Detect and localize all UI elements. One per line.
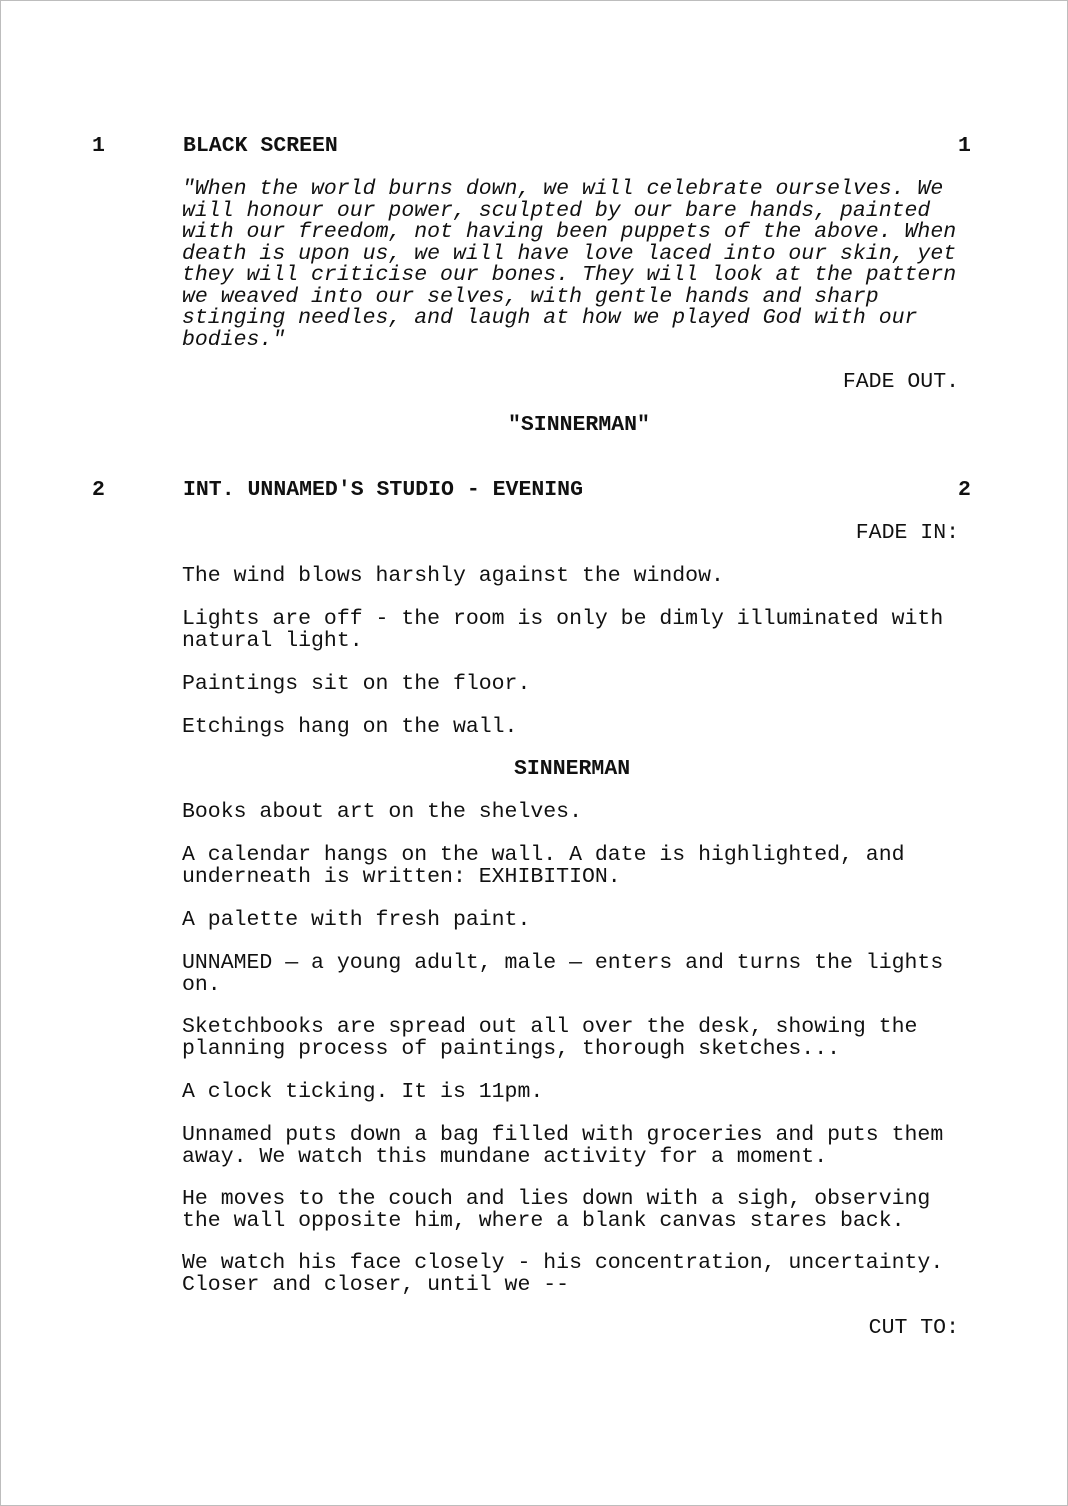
action-line: The wind blows harshly against the window.: [182, 564, 724, 588]
action-line: A clock ticking. It is 11pm.: [182, 1080, 544, 1104]
transition-cut-to: CUT TO:: [868, 1316, 959, 1340]
scene-number-left: 1: [92, 134, 105, 158]
action-line: Lights are off - the room is only be dimly illuminated with natural light.: [182, 607, 944, 653]
scene-number-right: 2: [958, 478, 971, 502]
action-line: A palette with fresh paint.: [182, 908, 531, 932]
action-line: Unnamed puts down a bag filled with groceries and puts them away. We watch this mundane activity for a moment.: [182, 1123, 944, 1169]
title-card: "SINNERMAN": [508, 413, 650, 437]
scene-heading: INT. UNNAMED'S STUDIO - EVENING: [183, 478, 583, 502]
centered-sinnerman: SINNERMAN: [514, 757, 631, 781]
scene-heading: BLACK SCREEN: [183, 134, 338, 158]
opening-quote: "When the world burns down, we will celebrate ourselves. We will honour our power, sculpted by our bare hands, painted with our freedom, not having been puppets of the above. When death is upon us, we will have love laced into our skin, yet they will criticise our bones. They will look at the pattern we weaved into our selves, with gentle hands and sharp stinging needles, and laugh at how we played God with our bodies.": [182, 177, 957, 352]
scene-number-left: 2: [92, 478, 105, 502]
action-line: Paintings sit on the floor.: [182, 672, 531, 696]
action-line: He moves to the couch and lies down with a sigh, observing the wall opposite him, where a blank canvas stares back.: [182, 1187, 931, 1233]
action-line: Books about art on the shelves.: [182, 800, 582, 824]
action-line: Etchings hang on the wall.: [182, 715, 518, 739]
action-line: A calendar hangs on the wall. A date is highlighted, and underneath is written: EXHIBITION.: [182, 843, 905, 889]
transition-fade-in: FADE IN:: [855, 521, 959, 545]
scene-number-right: 1: [958, 134, 971, 158]
action-line: Sketchbooks are spread out all over the desk, showing the planning process of paintings, thorough sketches...: [182, 1015, 918, 1061]
transition-fade-out: FADE OUT.: [842, 370, 959, 394]
action-line: UNNAMED — a young adult, male — enters and turns the lights on.: [182, 951, 944, 997]
action-line: We watch his face closely - his concentration, uncertainty. Closer and closer, until we --: [182, 1251, 944, 1297]
